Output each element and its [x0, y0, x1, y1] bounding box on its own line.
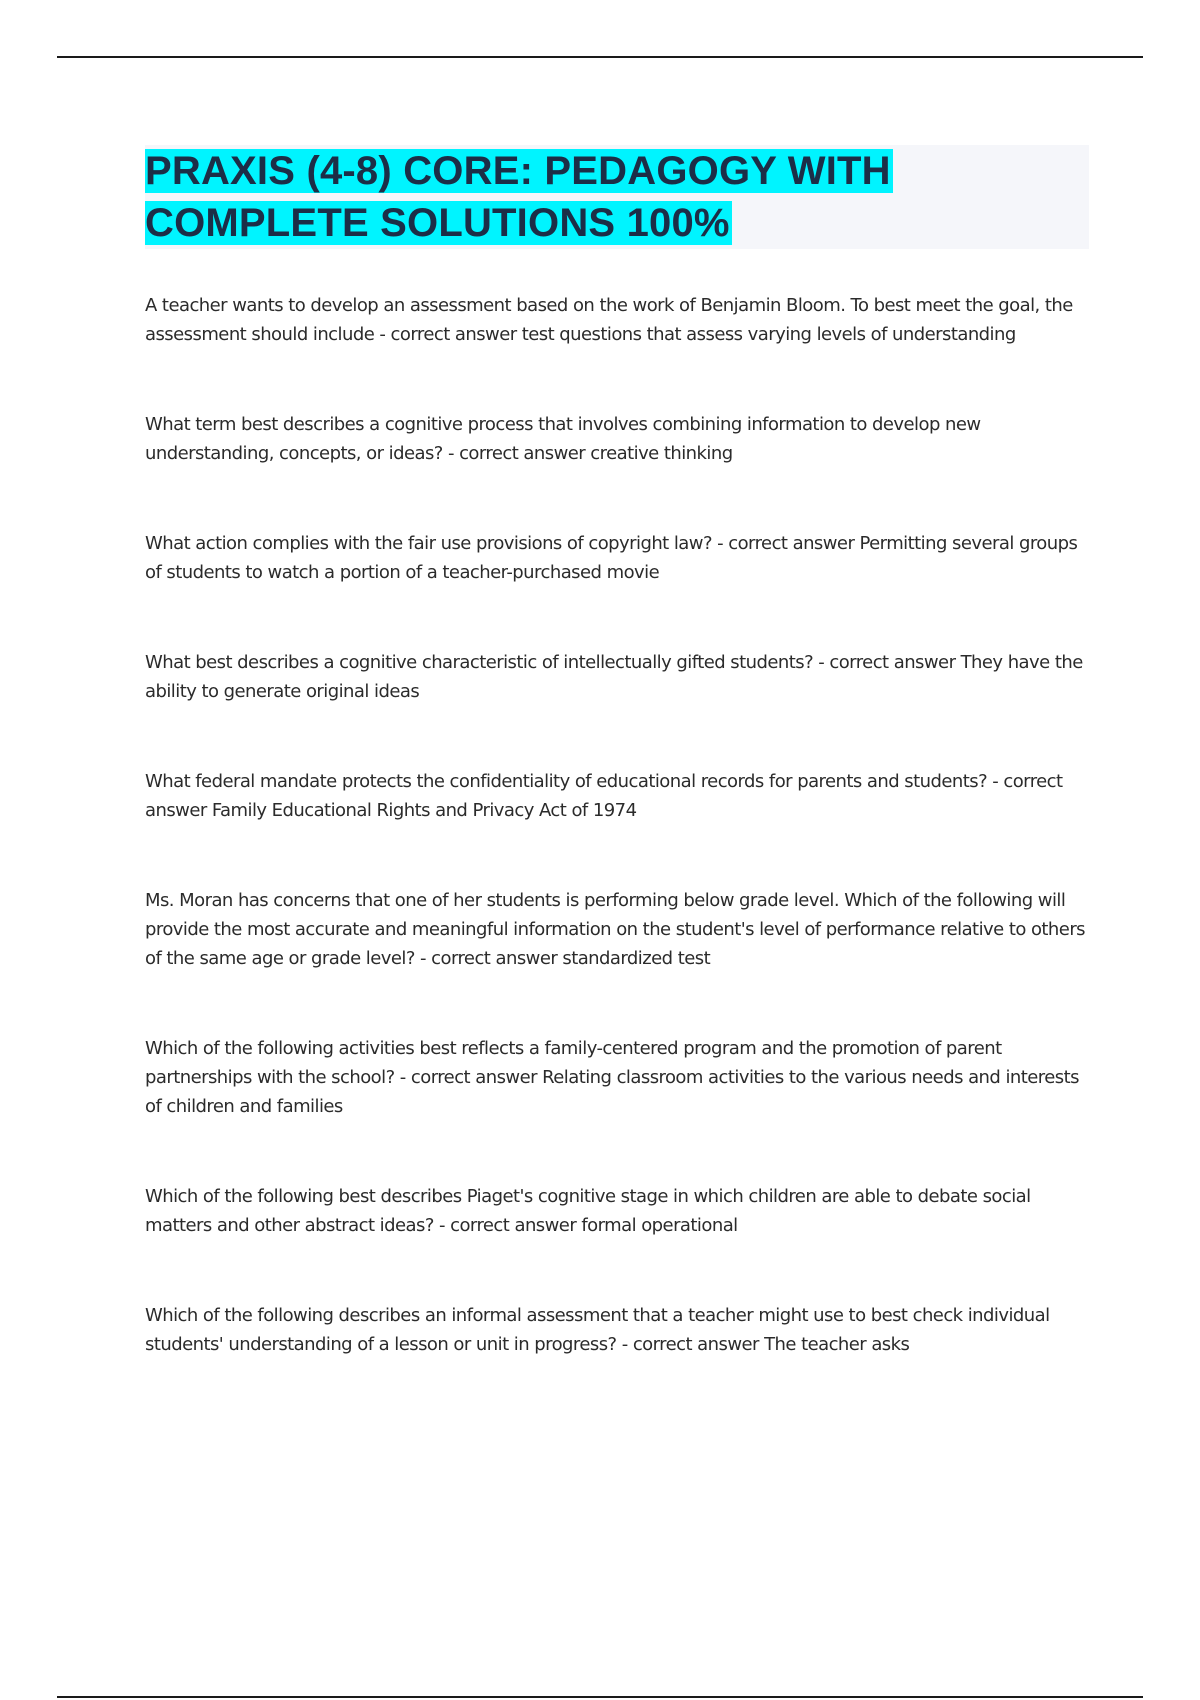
- qa-item: Ms. Moran has concerns that one of her students is performing below grade level. Which of the following will provide the most accurate and meaningful information on the student's level of performance relative to others of the same age or grade level? - correct answer standardized test: [145, 890, 1085, 969]
- page-bottom-rule: [57, 1696, 1143, 1698]
- title-line-1: PRAXIS (4-8) CORE: PEDAGOGY WITH: [145, 149, 891, 193]
- qa-item: What federal mandate protects the confidentiality of educational records for parents and students? - correct answer Family Educational Rights and Privacy Act of 1974: [145, 771, 1063, 821]
- qa-item: A teacher wants to develop an assessment based on the work of Benjamin Bloom. To best meet the goal, the assessment should include - correct answer test questions that assess varying levels of understanding: [145, 295, 1073, 345]
- qa-item: What best describes a cognitive characteristic of intellectually gifted students? - correct answer They have the ability to generate original ideas: [145, 652, 1083, 702]
- qa-item: What term best describes a cognitive process that involves combining information to develop new understanding, concepts, or ideas? - correct answer creative thinking: [145, 414, 981, 464]
- qa-item: Which of the following best describes Piaget's cognitive stage in which children are able to debate social matters and other abstract ideas? - correct answer formal operational: [145, 1186, 1031, 1236]
- document-title-block: [145, 145, 1089, 249]
- page-top-rule: [57, 56, 1143, 58]
- qa-item: Which of the following activities best reflects a family-centered program and the promotion of parent partnerships with the school? - correct answer Relating classroom activities to the various needs and interests of children and families: [145, 1038, 1079, 1117]
- document-title: [145, 145, 1089, 249]
- question-answer-list: [145, 291, 1093, 1359]
- title-line-2: COMPLETE SOLUTIONS 100%: [145, 201, 730, 245]
- qa-item: Which of the following describes an informal assessment that a teacher might use to best check individual students' understanding of a lesson or unit in progress? - correct answer The teacher asks: [145, 1305, 1050, 1355]
- qa-item: What action complies with the fair use provisions of copyright law? - correct answer Permitting several groups of students to watch a portion of a teacher-purchased movie: [145, 533, 1078, 583]
